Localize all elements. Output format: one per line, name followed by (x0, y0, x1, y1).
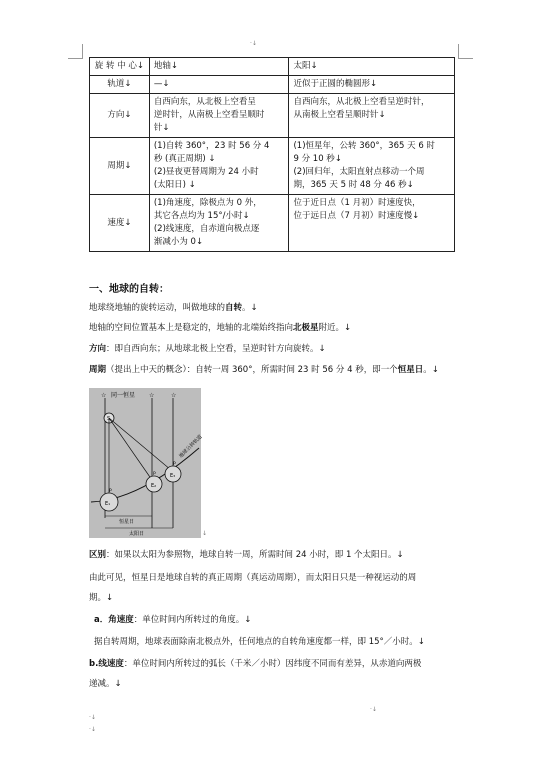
paragraph-rotation-definition (89, 302, 258, 315)
table-cell-label: 方向↓ (90, 94, 150, 138)
paragraph-angular-value (94, 636, 425, 649)
earth-label: E₃ (170, 473, 176, 479)
table-cell-label: 周期↓ (90, 138, 150, 195)
paragraph-difference (89, 549, 404, 562)
table-cell-earth (149, 195, 289, 252)
earth-label: E₂ (151, 483, 157, 489)
paragraph-conclusion-cont (89, 592, 113, 605)
table-row (90, 138, 455, 195)
keyword: 方向 (89, 344, 107, 354)
table-cell-label: 轨道↓ (90, 76, 150, 94)
cell-text: 从南极上空看呈顺时针↓ (293, 110, 386, 120)
sidereal-day-label: 恒星日 (119, 519, 135, 525)
text-run: （提出上中天的概念）：自转一周 360°，所需时间 23 时 56 分 4 秒，即一个 (106, 365, 398, 375)
keyword: 区别 (89, 550, 107, 560)
table-cell-sun (289, 195, 455, 252)
cell-text: (1)自转 360°，23 时 56 分 4 (153, 141, 270, 151)
sidereal-solar-day-diagram (89, 388, 204, 538)
text-run: 由此可见，恒星日是地球自转的真正周期（真运动周期），而太阳日只是一种视运动的周 (89, 573, 417, 583)
paragraph-axis (89, 322, 351, 335)
cell-text: 渐减小为 0↓ (153, 237, 204, 247)
earth-label: E₁ (105, 501, 111, 507)
text-run: 期。↓ (89, 593, 114, 603)
paragraph-linear-velocity-cont (89, 678, 122, 691)
cell-text: (2)回归年，太阳直射点移动一个周 (293, 167, 425, 177)
margin-corner-top-left (68, 44, 83, 59)
figure-end-mark: ↓ (202, 530, 208, 537)
text-run: 据自转周期，地球表面除南北极点外，任何地点的自转角速度都一样，即 15°／小时。↓ (94, 637, 425, 647)
solar-day-label: 太阳日 (129, 531, 145, 537)
cell-text: (1)恒星年，公转 360°，365 天 6 时 (293, 141, 435, 151)
table-row (90, 195, 455, 252)
table-row (90, 58, 455, 76)
keyword: 恒星日 (397, 365, 424, 375)
text-run: 地球绕地轴的旋转运动，叫做地球的 (89, 303, 226, 313)
keyword: a．角速度 (94, 615, 134, 625)
text-run: 。↓ (423, 365, 439, 375)
paragraph-conclusion (89, 572, 416, 585)
page-mark-bottom-left: ·↓ (89, 714, 96, 721)
text-run: 。↓ (242, 303, 258, 313)
cell-text: 位于远日点（7 月初）时速度慢↓ (293, 211, 420, 221)
table-cell-earth (149, 138, 289, 195)
paragraph-linear-velocity (89, 658, 421, 671)
cell-text: (太阳日) ↓ (153, 180, 196, 190)
star-icon: ☆ (101, 392, 107, 399)
table-cell-earth (149, 76, 289, 94)
text-run: 地轴的空间位置基本上是稳定的，地轴的北端始终指向 (89, 323, 294, 333)
keyword: 自转 (225, 303, 243, 313)
keyword: 北极星 (293, 323, 319, 333)
text-run: ：单位时间内所转过的弧长（千米／小时）因纬度不同而有差异，从赤道向两极 (123, 659, 422, 669)
page-mark-bottom: ·↓ (370, 706, 377, 713)
rotation-revolution-table (89, 57, 455, 252)
point-label: P (109, 489, 112, 494)
table-cell-earth (149, 58, 289, 76)
table-cell-sun (289, 94, 455, 138)
table-cell-label: 速度↓ (90, 195, 150, 252)
table-cell-sun (289, 58, 455, 76)
table-cell-sun (289, 138, 455, 195)
table-cell-earth (149, 94, 289, 138)
point-label: P (173, 462, 176, 467)
paragraph-direction (89, 343, 326, 356)
point-label: P (153, 472, 156, 477)
orbit-label: 地球公转轨道 (178, 433, 204, 460)
cell-text: (2)线速度，自赤道向极点逐 (153, 224, 260, 234)
text-run: ：单位时间内所转过的角度。↓ (133, 615, 252, 625)
keyword: 周期 (89, 365, 107, 375)
figure-background (89, 388, 204, 538)
paragraph-period (89, 364, 439, 377)
cell-text: 自西向东，从北极上空看呈 (153, 97, 256, 107)
cell-text: 9 分 10 秒↓ (293, 154, 342, 164)
cell-text: (2)昼夜更替周期为 24 小时 (153, 167, 259, 177)
star-icon: ☆ (149, 392, 155, 399)
text-run: 附近。↓ (318, 323, 352, 333)
section-title: 一、地球的自转： (89, 284, 169, 295)
sun-label: S (107, 416, 111, 422)
cell-text: 太阳↓ (293, 61, 318, 71)
text-run: 递减。↓ (89, 679, 122, 689)
text-run: ：如果以太阳为参照物，地球自转一周，所需时间 24 小时，即 1 个太阳日。↓ (106, 550, 404, 560)
margin-corner-top-right (458, 44, 473, 59)
cell-text: (1)角速度，除极点为 0 外， (153, 198, 262, 208)
cell-text: 期，365 天 5 时 48 分 46 秒↓ (293, 180, 414, 190)
cell-text: 近似于正圆的椭圆形↓ (293, 79, 378, 89)
cell-text: 自西向东，从北极上空看呈逆时针， (293, 97, 430, 107)
star-label: 同一恒星 (111, 392, 136, 399)
text-run: ：即自西向东；从地球北极上空看，呈逆时针方向旋转。↓ (106, 344, 326, 354)
page-mark-top: ·↓ (250, 40, 257, 47)
table-row (90, 76, 455, 94)
cell-text: 秒 (真正周期) ↓ (153, 154, 216, 164)
star-icon: ☆ (171, 392, 177, 399)
cell-text: 针↓ (153, 123, 170, 133)
keyword: b.线速度 (89, 659, 124, 669)
cell-text: 逆时针，从南极上空看呈顺时 (153, 110, 265, 120)
table-cell-sun (289, 76, 455, 94)
page-mark-bottom-left: ·↓ (89, 726, 96, 733)
cell-text: 其它各点均为 15°/小时↓ (153, 211, 250, 221)
cell-text: 位于近日点（1 月初）时速度快， (293, 198, 421, 208)
cell-text: —↓ (153, 79, 170, 89)
table-cell-label: 旋 转 中 心↓ (90, 58, 150, 76)
table-row (90, 94, 455, 138)
cell-text: 地轴↓ (153, 61, 178, 71)
paragraph-angular-velocity (94, 614, 251, 627)
